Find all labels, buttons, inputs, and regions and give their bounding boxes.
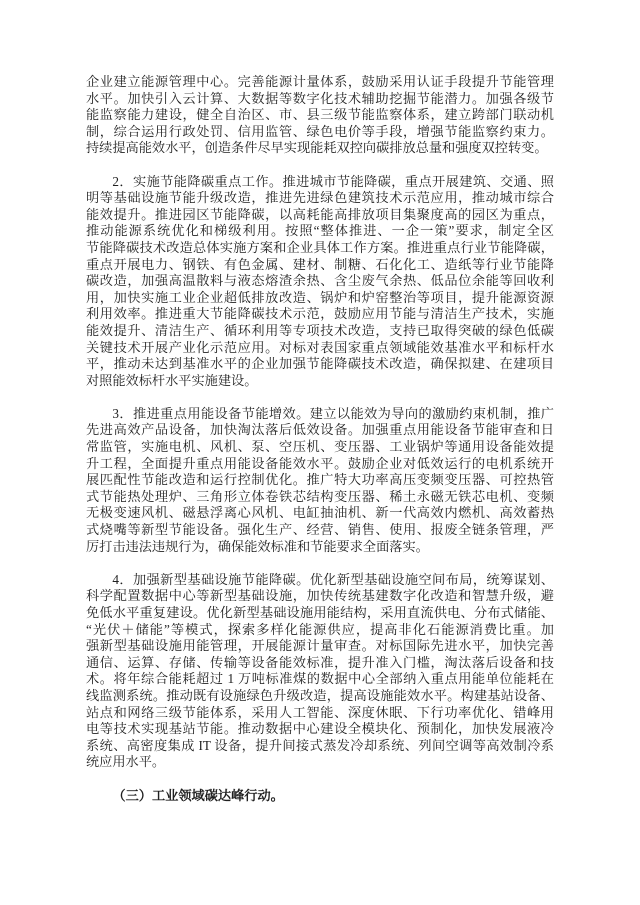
text-line: 节能降碳技术改造总体实施方案和企业具体工作方案。推进重点行业节能降碳，	[86, 239, 554, 255]
text-line: 能监察能力建设，健全自治区、市、县三级节能监察体系，建立跨部门联动机	[86, 107, 554, 123]
section-heading-text: （三）工业领域碳达峰行动。	[112, 787, 284, 803]
text-line: 先进高效产品设备，加快淘汰落后低效设备。加强重点用能设备节能审查和日	[86, 422, 554, 438]
text-line: 2．实施节能降碳重点工作。推进城市节能降碳，重点开展建筑、交通、照	[112, 173, 554, 189]
text-line: 无极变速风机、磁悬浮离心风机、电缸抽油机、新一代高效内燃机、高效蓄热	[86, 505, 554, 521]
text-line: 关键技术开展产业化示范应用。对标对表国家重点领域能效基准水平和标杆水	[86, 339, 554, 355]
text-line: 能效提升。推进园区节能降碳，以高耗能高排放项目集聚度高的园区为重点，	[86, 206, 554, 222]
text-line: 水平。加快引入云计算、大数据等数字化技术辅助挖掘节能潜力。加强各级节	[86, 90, 554, 106]
text-line: 利用效率。推进重大节能降碳技术示范，鼓励应用节能与清洁生产技术，实施	[86, 306, 554, 322]
text-line: 展匹配性节能改造和运行控制优化。推广特大功率高压变频变压器、可控热管	[86, 472, 554, 488]
paragraph	[86, 74, 554, 157]
text-line: “光伏＋储能”等模式，探索多样化能源供应，提高非化石能源消费比重。加	[86, 621, 554, 637]
text-line: 厉打击违法违规行为，确保能效标准和节能要求全面落实。	[86, 538, 429, 554]
text-line: 能效提升、清洁生产、循环利用等专项技术改造，支持已取得突破的绿色低碳	[86, 322, 554, 338]
text-line: 系统、高密度集成 IT 设备，提升间接式蒸发冷却系统、列间空调等高效制冷系	[86, 737, 554, 753]
text-line: 通信、运算、存储、传输等设备能效标准，提升准入门槛，淘汰落后设备和技	[86, 654, 554, 670]
text-line: 企业建立能源管理中心。完善能源计量体系，鼓励采用认证手段提升节能管理	[86, 74, 554, 89]
text-line: 科学配置数据中心等新型基础设施，加快传统基建数字化改造和智慧升级，避	[86, 588, 554, 604]
text-line: 持续提高能效水平，创造条件尽早实现能耗双控向碳排放总量和强度双控转变。	[86, 140, 548, 156]
text-line: 用，加快实施工业企业超低排放改造、锅炉和炉窑整治等项目，提升能源资源	[86, 289, 554, 305]
text-line: 碳改造，加强高温散料与液态熔渣余热、含尘废气余热、低品位余能等回收利	[86, 273, 554, 289]
paragraph	[86, 174, 554, 390]
document-body	[86, 74, 554, 804]
text-line: 强新型基础设施用能管理，开展能源计量审查。对标国际先进水平，加快完善	[86, 638, 554, 654]
text-line: 平，推动未达到基准水平的企业加强节能降碳技术改造，确保拟建、在建项目	[86, 356, 554, 372]
text-line: 式节能热处理炉、三角形立体卷铁芯结构变压器、稀土永磁无铁芯电机、变频	[86, 488, 554, 504]
text-line: 站点和网络三级节能体系，采用人工智能、深度休眠、下行功率优化、错峰用	[86, 704, 554, 720]
text-line: 制，综合运用行政处罚、信用监管、绿色电价等手段，增强节能监察约束力。	[86, 123, 554, 139]
paragraph	[86, 572, 554, 771]
text-line: 式烧嘴等新型节能设备。强化生产、经营、销售、使用、报废全链条管理，严	[86, 522, 554, 538]
text-line: 术。将年综合能耗超过 1 万吨标准煤的数据中心全部纳入重点用能单位能耗在	[86, 671, 554, 687]
text-line: 统应用水平。	[86, 754, 166, 770]
text-line: 常监管，实施电机、风机、泵、空压机、变压器、工业锅炉等通用设备能效提	[86, 439, 554, 455]
text-line: 对照能效标杆水平实施建设。	[86, 372, 258, 388]
text-line: 4．加强新型基础设施节能降碳。优化新型基础设施空间布局，统筹谋划、	[112, 571, 554, 587]
text-line: 免低水平重复建设。优化新型基础设施用能结构，采用直流供电、分布式储能、	[86, 605, 554, 620]
section-heading	[86, 788, 554, 805]
text-line: 推动能源系统优化和梯级利用。按照“整体推进、一企一策”要求，制定全区	[86, 223, 554, 239]
text-line: 明等基础设施节能升级改造，推进先进绿色建筑技术示范应用，推动城市综合	[86, 190, 554, 206]
text-line: 线监测系统。推动既有设施绿色升级改造，提高设施能效水平。构建基站设备、	[86, 687, 554, 703]
text-line: 升工程，全面提升重点用能设备能效水平。鼓励企业对低效运行的电机系统开	[86, 455, 554, 471]
text-line: 3．推进重点用能设备节能增效。建立以能效为导向的激励约束机制，推广	[112, 405, 554, 421]
text-line: 电等技术实现基站节能。推动数据中心建设全模块化、预制化，加快发展液冷	[86, 721, 554, 737]
text-line: 重点开展电力、钢铁、有色金属、建材、制糖、石化化工、造纸等行业节能降	[86, 256, 554, 272]
paragraph	[86, 406, 554, 555]
